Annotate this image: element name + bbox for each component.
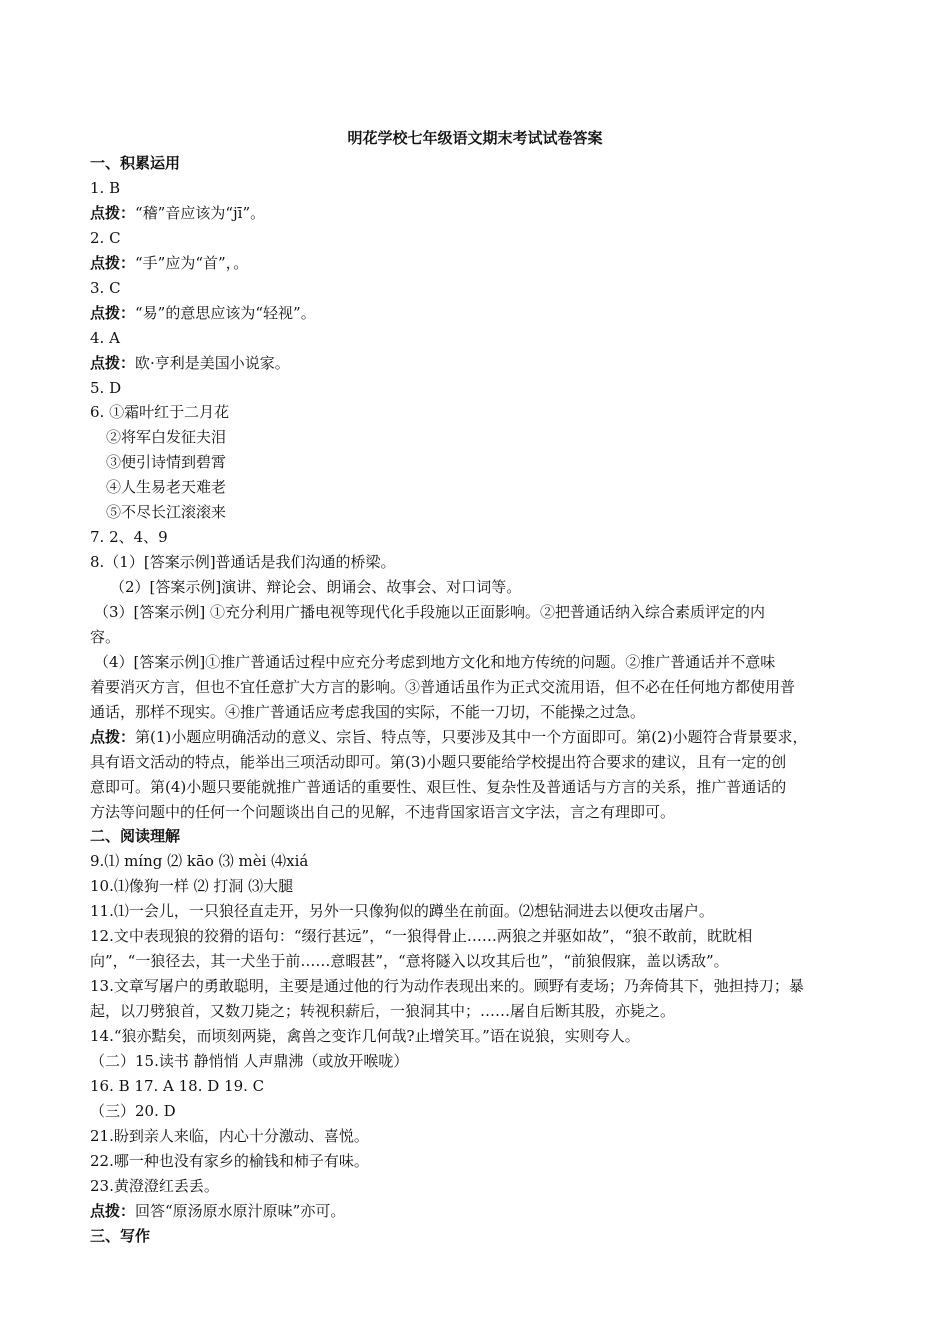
section-heading-writing: 三、写作 <box>90 1227 151 1245</box>
answer-q13-line1: 13.文章写屠户的勇敢聪明，主要是通过他的行为动作表现出来的。顾野有麦场；乃奔倚其下，弛担持刀；暴 <box>90 977 804 995</box>
tip-q3 <box>90 301 862 326</box>
section-heading-accumulation: 一、积累运用 <box>90 154 181 172</box>
answer-q9: 9.⑴ míng ⑵ kāo ⑶ mèi ⑷xiá <box>90 852 309 870</box>
answer-q6-line5: ⑤不尽长江滚滚来 <box>106 503 227 521</box>
answer-q13-line2: 起，以刀劈狼首，又数刀毙之；转视积薪后，一狼洞其中；……屠自后断其股，亦毙之。 <box>90 1002 676 1020</box>
answer-q8-part1: 8.（1）[答案示例]普通话是我们沟通的桥梁。 <box>90 553 396 571</box>
tip-text: 回答“原汤原水原汁原味”亦可。 <box>135 1202 346 1220</box>
tip-label: 点拨： <box>90 254 136 272</box>
answer-q2: 2. C <box>90 229 121 247</box>
tip-label: 点拨： <box>90 304 136 322</box>
tip-q8-line1 <box>90 725 862 750</box>
tip-text: “稽”音应该为“jī”。 <box>135 204 266 222</box>
answer-q7: 7. 2、4、9 <box>90 528 168 546</box>
tip-q2 <box>90 251 862 276</box>
tip-label: 点拨： <box>90 728 136 746</box>
section-heading-reading: 二、阅读理解 <box>90 827 181 845</box>
answer-q8-part2: （2）[答案示例]演讲、辩论会、朗诵会、故事会、对口词等。 <box>110 578 522 596</box>
answer-q1: 1. B <box>90 179 121 197</box>
answer-q14: 14.“狼亦黠矣，而顷刻两毙，禽兽之变诈几何哉?止增笑耳。”语在说狼，实则夸人。 <box>90 1027 640 1045</box>
answer-q15: （二）15.读书 静悄悄 人声鼎沸（或放开喉咙） <box>90 1052 409 1070</box>
tip-q8-line2: 具有语文活动的特点，能举出三项活动即可。第(3)小题只要能给学校提出符合要求的建议，且有一定的创 <box>90 753 787 771</box>
answer-q8-part4-line1: （4）[答案示例]①推广普通话过程中应充分考虑到地方文化和地方传统的问题。②推广普通话并不意味 <box>94 653 776 671</box>
tip-text: 第(1)小题应明确活动的意义、宗旨、特点等，只要涉及其中一个方面即可。第(2)小题符合背景要求， <box>135 728 808 746</box>
answer-q23: 23.黄澄澄红丢丢。 <box>90 1177 219 1195</box>
answer-q4: 4. A <box>90 329 120 347</box>
tip-label: 点拨： <box>90 1202 136 1220</box>
tip-label: 点拨： <box>90 354 136 372</box>
tip-q23 <box>90 1199 862 1224</box>
answer-q16-19: 16. B 17. A 18. D 19. C <box>90 1077 265 1095</box>
tip-text: 欧·亨利是美国小说家。 <box>135 354 290 372</box>
answer-q8-part4-line2: 着要消灭方言，但也不宜任意扩大方言的影响。③普通话虽作为正式交流用语，但不必在任何地方都使用普 <box>90 678 796 696</box>
answer-q12-line1: 12.文中表现狼的狡猾的语句：“缀行甚远”，“一狼得骨止……两狼之并驱如故”，“狼不敢前，眈眈相 <box>90 927 753 945</box>
page-title: 明花学校七年级语文期末考试试卷答案 <box>347 129 603 147</box>
tip-text: “手”应为“首”，。 <box>135 254 249 272</box>
answer-q5: 5. D <box>90 379 122 397</box>
answer-q8-part4-line3: 通话，那样不现实。④推广普通话应考虑我国的实际，不能一刀切，不能操之过急。 <box>90 703 646 721</box>
tip-q8-line4: 方法等问题中的任何一个问题谈出自己的见解，不违背国家语言文字法，言之有理即可。 <box>90 803 676 821</box>
answer-q6-line4: ④人生易老天难老 <box>106 478 227 496</box>
tip-q4 <box>90 351 862 376</box>
tip-q8-line3: 意即可。第(4)小题只要能就推广普通话的重要性、艰巨性、复杂性及普通话与方言的关系，推广普通话的 <box>90 778 787 796</box>
answer-q8-part3-line1: （3）[答案示例] ①充分利用广播电视等现代化手段施以正面影响。②把普通话纳入综合素质评定的内 <box>94 603 766 621</box>
answer-q12-line2: 向”，“一狼径去，其一犬坐于前……意暇甚”，“意将隧入以攻其后也”，“前狼假寐，盖以诱敌”。 <box>90 952 729 970</box>
answer-q6-line3: ③便引诗情到碧霄 <box>106 453 227 471</box>
tip-text: “易”的意思应该为“轻视”。 <box>135 304 316 322</box>
tip-label: 点拨： <box>90 204 136 222</box>
tip-q1 <box>90 201 862 226</box>
answer-q22: 22.哪一种也没有家乡的榆钱和柿子有味。 <box>90 1152 369 1170</box>
answer-q20: （三）20. D <box>90 1102 176 1120</box>
answer-q6-line1: 6. ①霜叶红于二月花 <box>90 403 230 421</box>
answer-q8-part3-line2: 容。 <box>90 628 121 646</box>
answer-q3: 3. C <box>90 279 121 297</box>
answer-q6-line2: ②将军白发征夫泪 <box>106 428 227 446</box>
answer-q11: 11.⑴一会儿，一只狼径直走开，另外一只像狗似的蹲坐在前面。⑵想钻洞进去以便攻击屠户。 <box>90 902 714 920</box>
answer-q10: 10.⑴像狗一样 ⑵ 打洞 ⑶大腿 <box>90 877 294 895</box>
answer-q21: 21.盼到亲人来临，内心十分激动、喜悦。 <box>90 1127 369 1145</box>
